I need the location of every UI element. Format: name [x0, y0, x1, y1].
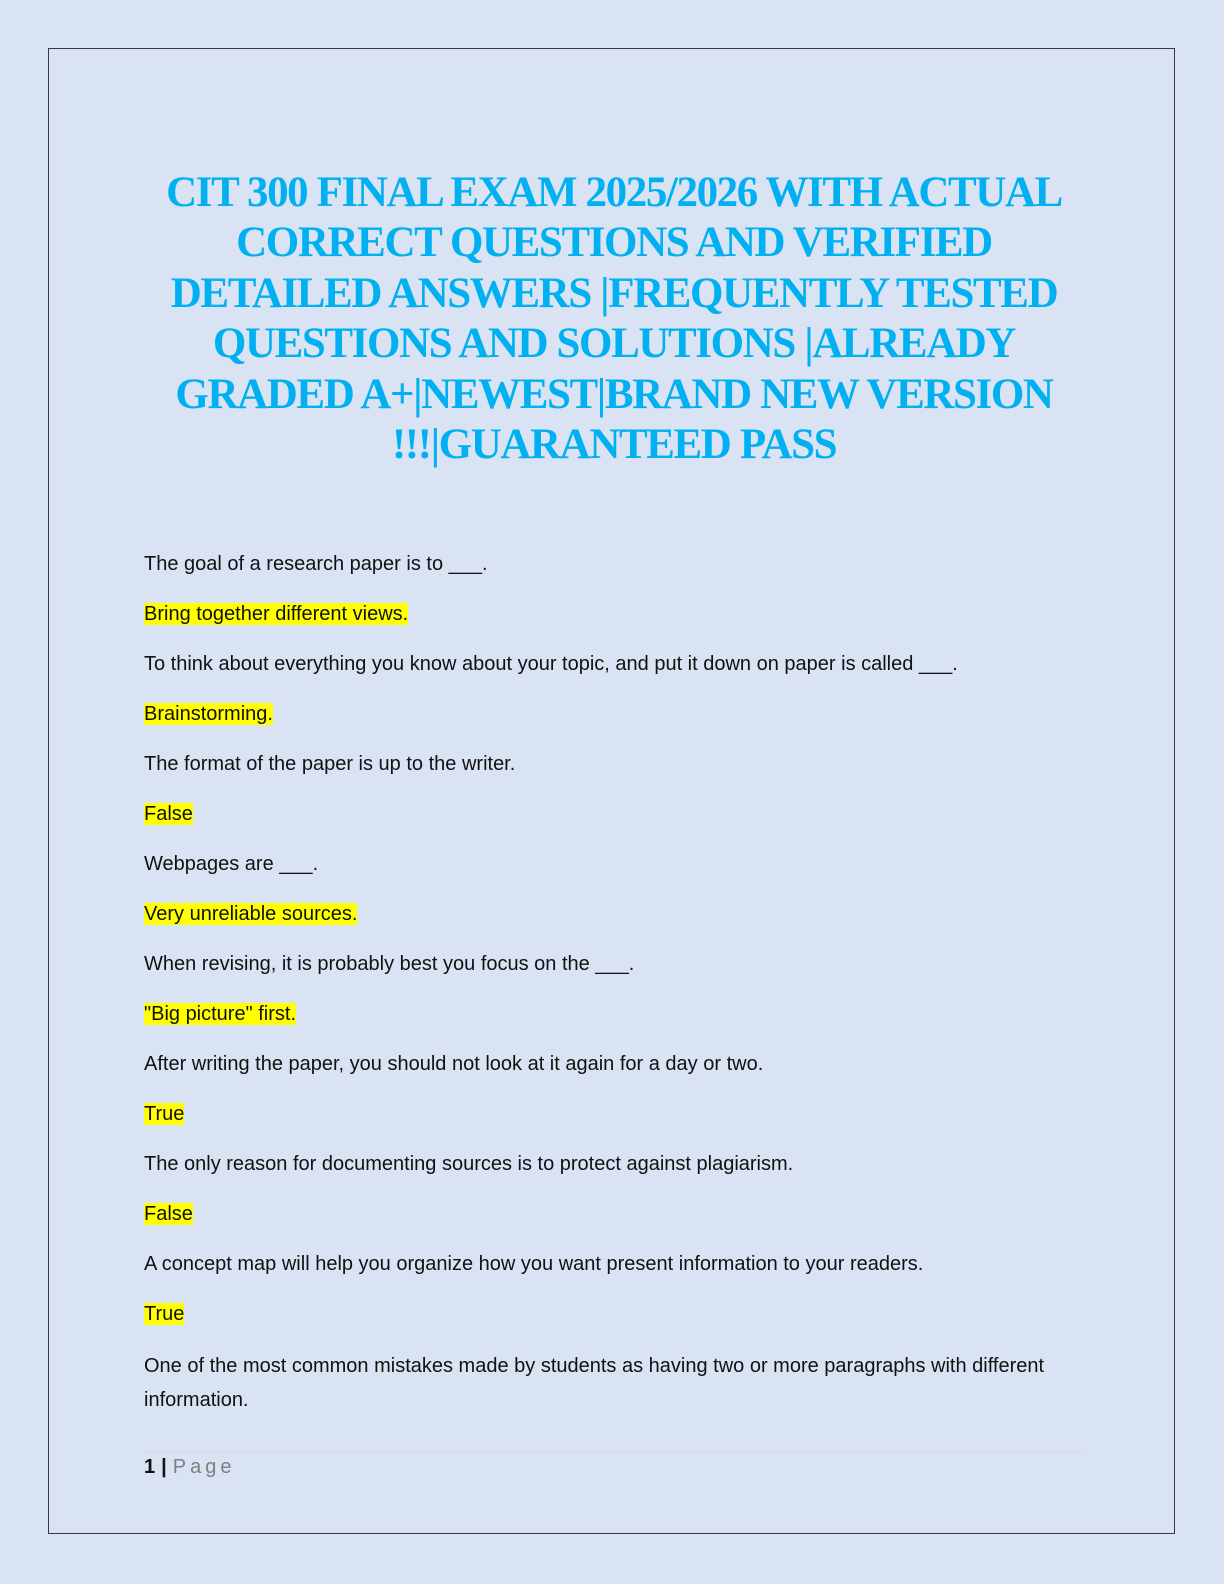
answer-2-text: Brainstorming. — [144, 703, 273, 725]
answer-1 — [144, 599, 1084, 649]
answer-1-text: Bring together different views. — [144, 603, 409, 625]
answer-3 — [144, 799, 1084, 849]
answer-8-text: True — [144, 1303, 185, 1325]
question-1: The goal of a research paper is to ___. — [144, 553, 488, 575]
answer-4-text: Very unreliable sources. — [144, 903, 358, 925]
answer-5 — [144, 999, 1084, 1049]
qa-list — [144, 549, 1084, 1417]
footer-separator: | — [161, 1456, 167, 1478]
answer-3-text: False — [144, 803, 193, 825]
question-8: A concept map will help you organize how you want present information to your readers. — [144, 1253, 924, 1275]
answer-4 — [144, 899, 1084, 949]
answer-7 — [144, 1199, 1084, 1249]
answer-8 — [144, 1299, 1084, 1349]
question-6: After writing the paper, you should not look at it again for a day or two. — [144, 1053, 764, 1075]
page-label: Page — [172, 1456, 236, 1478]
page-number: 1 — [144, 1456, 156, 1478]
answer-5-text: "Big picture" first. — [144, 1003, 297, 1025]
question-4: Webpages are ___. — [144, 853, 319, 875]
question-9: One of the most common mistakes made by students as having two or more paragraphs with different information. — [144, 1355, 1045, 1411]
question-5: When revising, it is probably best you focus on the ___. — [144, 953, 635, 975]
question-2: To think about everything you know about your topic, and put it down on paper is called ___. — [144, 653, 958, 675]
question-3: The format of the paper is up to the writer. — [144, 753, 516, 775]
answer-6-text: True — [144, 1103, 185, 1125]
document-title: CIT 300 FINAL EXAM 2025/2026 WITH ACTUAL CORRECT QUESTIONS AND VERIFIED DETAILED ANSWERS |FREQUENTLY TESTED QUESTIONS AND SOLUTIONS |ALREADY GRADED A+|NEWEST|BRAND NEW VERSION !!!|GUARANTEED PASS — [166, 169, 1062, 469]
footer-divider — [144, 1451, 1084, 1452]
page-footer — [144, 1454, 235, 1480]
answer-6 — [144, 1099, 1084, 1149]
question-7: The only reason for documenting sources is to protect against plagiarism. — [144, 1153, 794, 1175]
answer-2 — [144, 699, 1084, 749]
answer-7-text: False — [144, 1203, 193, 1225]
